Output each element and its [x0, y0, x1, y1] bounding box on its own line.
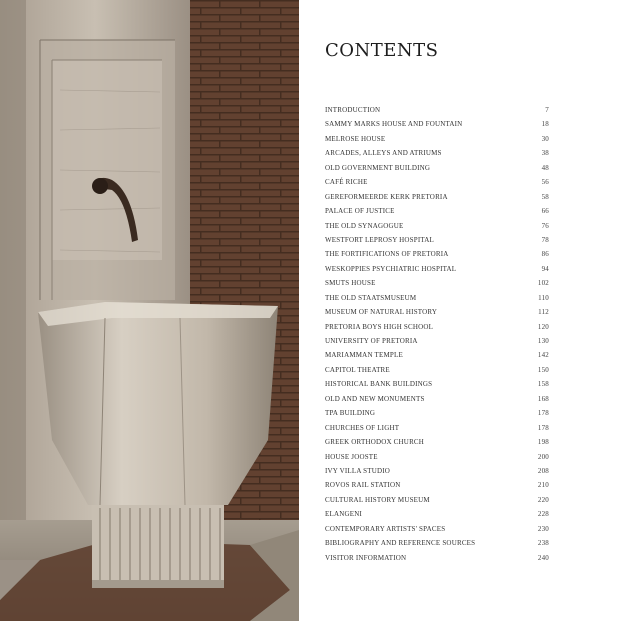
toc-entry-page: 58 [541, 192, 549, 201]
toc-entry-title: CONTEMPORARY ARTISTS' SPACES [325, 524, 446, 533]
toc-entry-title: WESTFORT LEPROSY HOSPITAL [325, 235, 435, 244]
page-title: CONTENTS [325, 40, 439, 61]
toc-entry-page: 200 [537, 452, 549, 461]
fountain-illustration [0, 0, 299, 621]
toc-entry-title: UNIVERSITY OF PRETORIA [325, 337, 418, 345]
toc-entry-page: 158 [537, 380, 549, 389]
toc-entry [325, 161, 549, 175]
toc-entry-title: SAMMY MARKS HOUSE AND FOUNTAIN [325, 120, 463, 129]
toc-entry [325, 247, 549, 261]
toc-entry-page: 30 [541, 134, 549, 143]
toc-entry [325, 421, 549, 435]
toc-entry-page: 178 [537, 423, 549, 432]
toc-entry [325, 190, 549, 204]
toc-entry-page: 130 [537, 337, 549, 345]
toc-entry-title: ELANGENI [325, 510, 362, 519]
toc-entry [325, 334, 549, 348]
toc-entry-page: 18 [541, 120, 549, 129]
toc-entry-page: 230 [537, 524, 549, 533]
toc-entry-page: 76 [541, 221, 549, 230]
toc-entry-page: 56 [541, 178, 549, 187]
toc-entry-page: 112 [538, 308, 549, 317]
toc-entry-page: 178 [537, 409, 549, 418]
toc-entry-page: 110 [538, 293, 549, 302]
toc-entry-title: MARIAMMAN TEMPLE [325, 351, 403, 360]
toc-entry-title: THE OLD STAATSMUSEUM [325, 293, 417, 302]
toc-entry-title: CULTURAL HISTORY MUSEUM [325, 495, 430, 504]
toc-entry-page: 198 [537, 438, 549, 447]
toc-entry [325, 392, 549, 406]
toc-entry-page: 210 [537, 481, 549, 490]
toc-entry [325, 522, 549, 536]
toc-entry [325, 146, 549, 160]
toc-entry-page: 208 [537, 466, 549, 475]
toc-entry-title: SMUTS HOUSE [325, 279, 376, 288]
table-of-contents [325, 103, 549, 565]
toc-entry-page: 7 [545, 106, 549, 114]
toc-entry-title: INTRODUCTION [325, 106, 381, 114]
toc-entry-title: PALACE OF JUSTICE [325, 207, 395, 216]
toc-entry [325, 536, 549, 550]
toc-entry [325, 450, 549, 464]
toc-entry-title: CAFÉ RICHE [325, 178, 368, 187]
toc-entry [325, 507, 549, 521]
toc-entry [325, 406, 549, 420]
toc-entry [325, 175, 549, 189]
toc-entry-title: PRETORIA BOYS HIGH SCHOOL [325, 322, 434, 331]
contents-page [299, 0, 624, 621]
toc-entry-title: OLD AND NEW MONUMENTS [325, 394, 425, 403]
toc-entry [325, 262, 549, 276]
toc-entry-title: IVY VILLA STUDIO [325, 466, 391, 475]
toc-entry-title: MUSEUM OF NATURAL HISTORY [325, 308, 438, 317]
toc-entry-page: 86 [541, 250, 549, 259]
toc-entry-page: 150 [537, 365, 549, 374]
toc-entry-title: WESKOPPIES PSYCHIATRIC HOSPITAL [325, 264, 457, 273]
toc-entry-page: 78 [541, 235, 549, 244]
toc-entry [325, 348, 549, 362]
toc-entry [325, 103, 549, 117]
toc-entry-title: GEREFORMEERDE KERK PRETORIA [325, 192, 448, 201]
toc-entry-page: 228 [537, 510, 549, 519]
toc-entry [325, 551, 549, 565]
toc-entry [325, 117, 549, 131]
toc-entry-page: 94 [541, 264, 549, 273]
toc-entry-title: THE FORTIFICATIONS OF PRETORIA [325, 250, 449, 259]
toc-entry-title: CAPITOL THEATRE [325, 365, 390, 374]
toc-entry-page: 120 [537, 322, 549, 331]
toc-entry [325, 493, 549, 507]
toc-entry-page: 38 [541, 149, 549, 158]
toc-entry [325, 320, 549, 334]
toc-entry [325, 276, 549, 290]
toc-entry [325, 233, 549, 247]
toc-entry-page: 66 [541, 207, 549, 216]
toc-entry-page: 142 [537, 351, 549, 360]
toc-entry-title: ROVOS RAIL STATION [325, 481, 401, 490]
toc-entry-title: TPA BUILDING [325, 409, 376, 418]
toc-entry [325, 377, 549, 391]
toc-entry-page: 48 [541, 163, 549, 172]
toc-entry [325, 219, 549, 233]
toc-entry-title: HOUSE JOOSTE [325, 452, 378, 461]
toc-entry-title: THE OLD SYNAGOGUE [325, 221, 404, 230]
toc-entry-page: 102 [537, 279, 549, 288]
toc-entry-title: GREEK ORTHODOX CHURCH [325, 438, 425, 447]
toc-entry-title: OLD GOVERNMENT BUILDING [325, 163, 431, 172]
fountain-photo [0, 0, 299, 621]
toc-entry [325, 291, 549, 305]
toc-entry [325, 464, 549, 478]
toc-entry [325, 478, 549, 492]
toc-entry-page: 240 [537, 553, 549, 562]
toc-entry-title: CHURCHES OF LIGHT [325, 423, 400, 432]
toc-entry-page: 238 [537, 539, 549, 548]
toc-entry-title: BIBLIOGRAPHY AND REFERENCE SOURCES [325, 539, 476, 548]
toc-entry-title: MELROSE HOUSE [325, 134, 386, 143]
toc-entry [325, 305, 549, 319]
toc-entry [325, 132, 549, 146]
toc-entry-page: 220 [537, 495, 549, 504]
toc-entry [325, 363, 549, 377]
toc-entry [325, 435, 549, 449]
toc-entry-title: HISTORICAL BANK BUILDINGS [325, 380, 433, 389]
toc-entry-title: VISITOR INFORMATION [325, 553, 407, 562]
toc-entry-title: ARCADES, ALLEYS AND ATRIUMS [325, 149, 442, 158]
toc-entry-page: 168 [537, 394, 549, 403]
toc-entry [325, 204, 549, 218]
